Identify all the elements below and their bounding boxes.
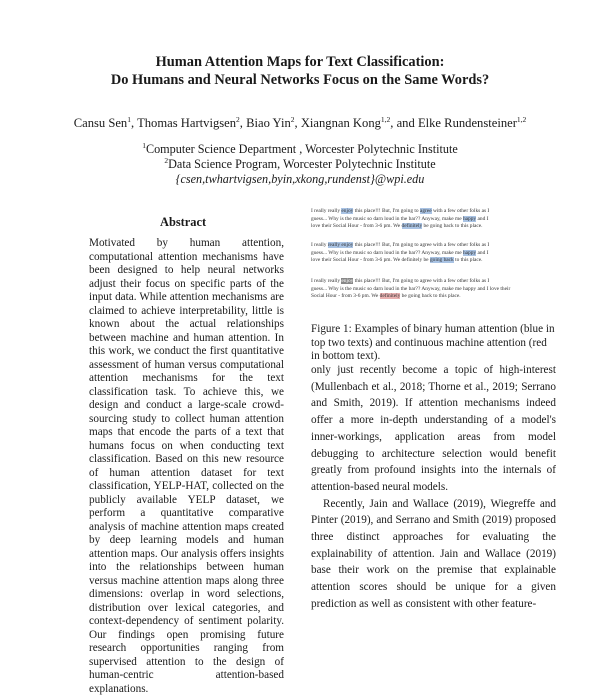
sample-text: I really really (311, 208, 342, 214)
sample-text: and I (476, 249, 489, 256)
paper-title-line-2: Do Humans and Neural Networks Focus on the Same Words? (110, 72, 490, 88)
abstract-text: Motivated by human attention, computational attention mechanisms have been designed to help neural networks adjust their focus on specific parts of the input data. While attention mechanisms are claimed to achieve interpretability, little is known about the actual relationships between machine and human attention. In this work, we conduct the first quantitative assessment of human versus computational attention mechanisms for the text classification task. To achieve this, we design and conduct a large-scale crowd-sourcing study to collect human attention maps that encode the parts of a text that humans focus on when conducting text classification. Based on this new resource of human attention dataset for text classification, YELP-HAT, collected on the publicly available YELP dataset, we perform a quantitative comparative analysis of machine attention maps created by deep learning models and human attention maps. Our analysis offers insights into the relationships between human versus machine attention maps along three dimensions: overlap in word selections, distribution over lexical categories, and context-dependency of sentiment polarity. Our findings open promising future research opportunities ranging from supervised attention to the design of human-centric attention-based explanations. (89, 237, 284, 695)
figure-sample-human-1 (311, 208, 556, 231)
highlighted-word: definitely (379, 293, 401, 299)
author-name: Cansu Sen (73, 116, 128, 130)
sample-text: Social Hour - from 3-6 pm. We (311, 293, 380, 299)
highlighted-word: going back (429, 257, 454, 263)
affiliation-1-text: Computer Science Department , Worcester Polytechnic Institute (145, 142, 458, 156)
highlighted-word: happy (462, 249, 477, 256)
author-affiliation-sup: 2 (290, 115, 295, 124)
highlighted-word: enjoy (341, 208, 354, 214)
author-separator: , (239, 116, 247, 130)
affiliation-1-sup: 1 (142, 141, 146, 150)
author-affiliation-sup: 1 (127, 115, 131, 124)
paper-title-line-1: Human Attention Maps for Text Classification: (155, 54, 445, 70)
highlighted-word: enjoy (341, 278, 354, 284)
sample-text: guess... Why is the music so darn loud in the bar?? Anyway, make me (311, 215, 463, 222)
author-separator: , and (390, 116, 418, 130)
abstract-body (89, 237, 284, 696)
sample-text: I really (311, 242, 328, 248)
figure-caption: Figure 1: Examples of binary human attention (blue in top two texts) and continuous machine attention (red in bottom text). (311, 323, 555, 362)
affiliation-2-text: Data Science Program, Worcester Polytechnic Institute (168, 157, 436, 171)
figure-sample-human-2 (311, 242, 556, 265)
affiliation-1 (40, 142, 560, 157)
sample-text: and I (476, 215, 489, 222)
author-name: Thomas Hartvigsen (137, 116, 237, 130)
body-paragraph-2: Recently, Jain and Wallace (2019), Wiegreffe and Pinter (2019), and Serrano and Smith (2019) proposed three distinct approaches for evaluating the explainability of attention. Jain and Wallace (2019) base their work on the premise that explainable attention scores should be unique for a given prediction as well as consistent with other feature- (311, 497, 556, 610)
abstract-heading: Abstract (160, 215, 207, 229)
sample-text: guess... Why is the music so darn loud in the bar?? Anyway, make me happy and I love their (311, 285, 511, 292)
author-list (30, 116, 570, 131)
author-affiliation-sup: 1,2 (516, 115, 527, 124)
sample-text: be going back to this place. (400, 293, 461, 299)
affiliation-2 (40, 157, 560, 172)
author-separator: , (130, 116, 138, 130)
author-name: Biao Yin (246, 116, 291, 130)
author-affiliation-sup: 2 (236, 115, 240, 124)
sample-text: love their Social Hour - from 3-6 pm. We definitely be (311, 257, 430, 263)
highlighted-word: really enjoy (327, 242, 354, 248)
author-emails: {csen,twhartvigsen,byin,xkong,rundenst}@wpi.edu (175, 172, 425, 186)
author-separator: , (294, 116, 301, 130)
sample-text: love their Social Hour - from 3-6 pm. We (311, 223, 402, 229)
author-affiliation-sup: 1,2 (380, 115, 391, 124)
body-right-column (311, 362, 556, 613)
highlighted-word: happy (462, 215, 477, 222)
author-name: Xiangnan Kong (300, 116, 381, 130)
sample-text: guess... Why is the music so darn loud in the bar?? Anyway, make me (311, 249, 463, 256)
affiliation-2-sup: 2 (164, 156, 169, 165)
sample-text: this place!!! But, I'm going to agree with a few other folks as I (353, 278, 490, 284)
figure-sample-machine (311, 278, 556, 301)
figure-1 (311, 208, 556, 313)
sample-text: to this place. (453, 257, 483, 263)
body-paragraph-1: only just recently become a topic of high-interest (Mullenbach et al., 2018; Thorne et al., 2019; Serrano and Smith, 2019). If attention mechanisms indeed offer a more in-depth understanding of a model's inner-workings, application areas from model debugging to architecture selection would benefit greatly from profound insights into the internals of attention-based neural models. (311, 364, 556, 493)
sample-text: with a few other folks as I (431, 208, 490, 214)
author-name: Elke Rundensteiner (417, 116, 517, 130)
highlighted-word: agree (419, 208, 432, 214)
highlighted-word: definitely (401, 223, 423, 229)
sample-text: be going back to this place. (422, 223, 483, 229)
sample-text: this place!!! But, I'm going to (353, 208, 420, 214)
sample-text: this place!!! But, I'm going to agree with a few other folks as I (353, 242, 490, 248)
sample-text: I really really (311, 278, 342, 284)
